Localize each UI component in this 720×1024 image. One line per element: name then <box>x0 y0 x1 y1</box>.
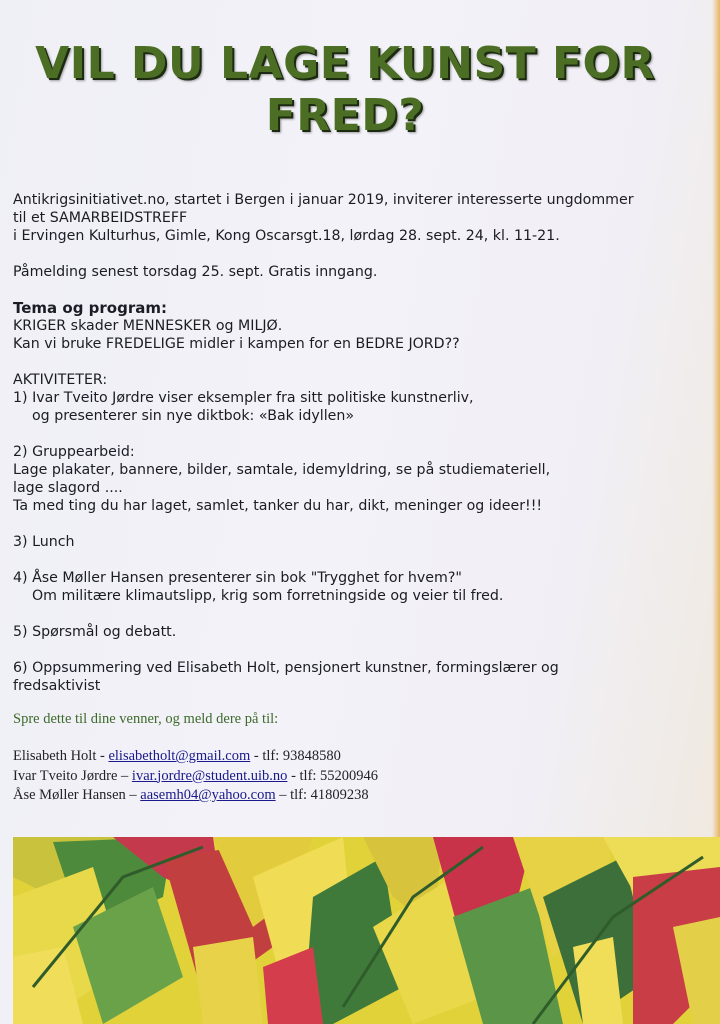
intro-line-3: i Ervingen Kulturhus, Gimle, Kong Oscarsgt.18, lørdag 28. sept. 24, kl. 11-21. <box>13 228 560 244</box>
contact-name: Ivar Tveito Jørdre – <box>13 767 132 784</box>
activity-2-line-2: lage slagord .... <box>13 480 123 496</box>
activity-4-line-2: Om militære klimautslipp, krig som forretningside og veier til fred. <box>32 588 504 604</box>
theme-line-1: KRIGER skader MENNESKER og MILJØ. <box>13 318 283 334</box>
title-line-2: FRED? <box>265 90 425 141</box>
contact-item <box>13 767 378 787</box>
activity-6-line-1: 6) Oppsummering ved Elisabeth Holt, pensjonert kunstner, formingslærer og <box>13 660 559 676</box>
intro-line-1: Antikrigsinitiativet.no, startet i Bergen i januar 2019, inviterer interesserte ungdommer <box>13 192 634 208</box>
contact-phone: - tlf: 93848580 <box>250 748 341 764</box>
contact-item <box>13 747 378 767</box>
activity-6-line-2: fredsaktivist <box>13 678 101 694</box>
decorative-artwork <box>13 837 720 1024</box>
abstract-leaf-artwork <box>13 837 720 1024</box>
activity-2-line-3: Ta med ting du har laget, samlet, tanker du har, dikt, meninger og ideer!!! <box>13 498 543 514</box>
activity-3: 3) Lunch <box>13 534 75 550</box>
poster-title <box>0 38 690 142</box>
intro-line-2: til et SAMARBEIDSTREFF <box>13 210 188 226</box>
contact-email-link[interactable]: ivar.jordre@student.uib.no <box>131 767 288 784</box>
activity-4-line-1: 4) Åse Møller Hansen presenterer sin bok "Trygghet for hvem?" <box>13 570 462 586</box>
contact-name: Åse Møller Hansen – <box>13 787 141 803</box>
activity-1-line-2: og presenterer sin nye diktbok: «Bak idyllen» <box>32 408 355 424</box>
activity-5: 5) Spørsmål og debatt. <box>13 624 177 640</box>
contact-phone: – tlf: 41809238 <box>275 787 369 803</box>
contact-email-link[interactable]: elisabetholt@gmail.com <box>108 748 251 764</box>
activity-1-line-1: 1) Ivar Tveito Jørdre viser eksempler fra sitt politiske kunstnerliv, <box>13 390 474 406</box>
contact-item <box>13 786 378 806</box>
activity-2-line-1: Lage plakater, bannere, bilder, samtale, idemyldring, se på studiemateriell, <box>13 462 551 478</box>
contact-name: Elisabeth Holt - <box>13 748 109 764</box>
contact-list <box>13 747 378 806</box>
registration-text: Påmelding senest torsdag 25. sept. Gratis inngang. <box>13 264 378 280</box>
contact-email-link[interactable]: aasemh04@yahoo.com <box>140 787 276 803</box>
theme-heading: Tema og program: <box>13 299 167 317</box>
title-line-1: VIL DU LAGE KUNST FOR <box>35 38 655 89</box>
activities-heading: AKTIVITETER: <box>13 372 108 388</box>
theme-line-2: Kan vi bruke FREDELIGE midler i kampen for en BEDRE JORD?? <box>13 336 460 352</box>
contact-phone: - tlf: 55200946 <box>287 767 379 784</box>
activity-2-heading: 2) Gruppearbeid: <box>13 444 135 460</box>
poster-body <box>13 191 703 695</box>
share-text: Spre dette til dine venner, og meld dere på til: <box>13 711 279 727</box>
